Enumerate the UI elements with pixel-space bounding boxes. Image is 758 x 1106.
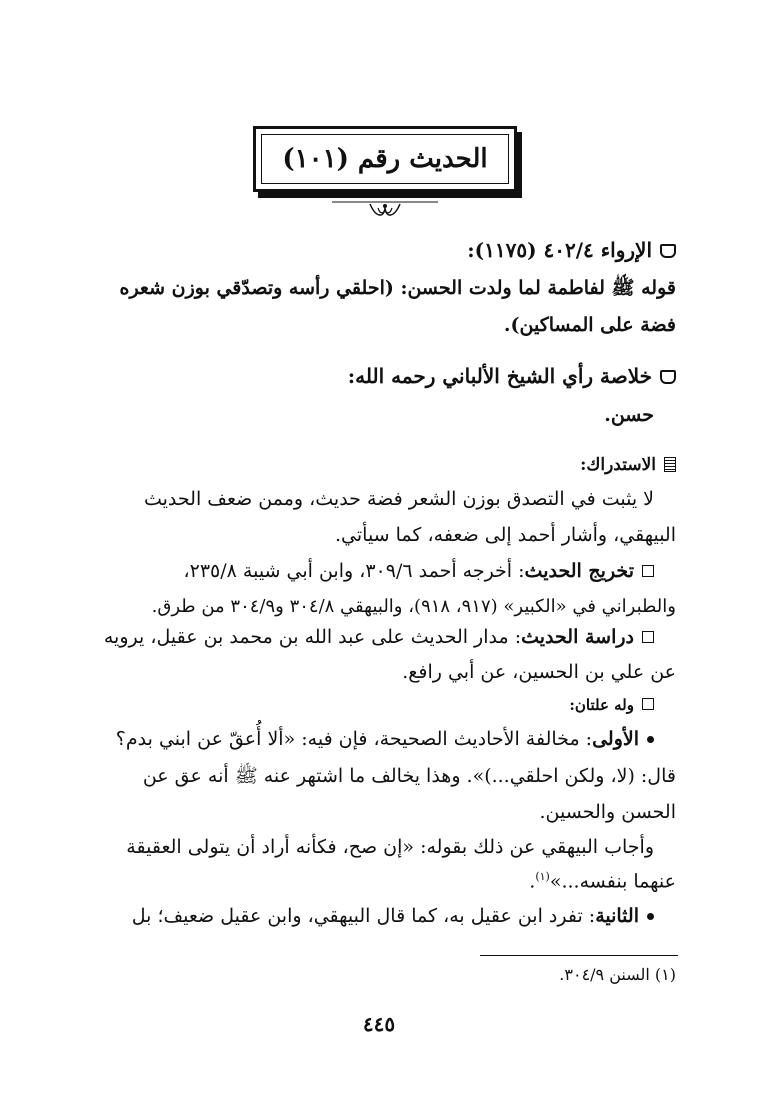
hadith-title: الحديث رقم (١٠١) [282,144,488,174]
irwaa-text-line-2: فضة على المساكين). [503,314,676,336]
irwaa-text-line-1: قوله ﷺ لفاطمة لما ولدت الحسن: (احلقي رأسه وتصدّقي بوزن شعره [119,277,676,299]
takhrij-line-2: والطبراني في «الكبير» (٩١٧، ٩١٨)، والبيهقي ٣٠٤/٨ و٣٠٤/٩ من طرق. [151,596,676,617]
answer-text: عنهما بنفسه...» [549,870,676,893]
document-icon [664,457,676,472]
istidrak-heading [76,455,676,475]
summary-heading [76,364,676,388]
footnote: (١) السنن ٣٠٤/٩. [559,965,676,984]
takhrij-label: تخريج الحديث [524,560,634,582]
book-icon [660,370,676,384]
first-reason-label: الأولى [592,728,639,750]
istidrak-label: الاستدراك: [580,455,656,475]
square-bullet-icon [642,698,654,710]
first-reason-text: : مخالفة الأحاديث الصحيحة، فإن فيه: «ألا أُعقّ عن ابني بدم؟ [115,728,593,750]
page-number: ٤٤٥ [362,1012,396,1036]
takhrij-line-1 [54,560,654,582]
square-bullet-icon [642,565,654,577]
answer-end: . [529,870,536,893]
irwaa-label: الإرواء ٤٠٢/٤ (١١٧٥): [467,238,652,262]
takhrij-text: : أخرجه أحمد ٣٠٩/٦، وابن أبي شيبة ٢٣٥/٨، [183,560,525,582]
illal-line [54,696,654,714]
second-reason-line-1 [76,905,654,927]
irwaa-heading [76,238,676,262]
dot-bullet-icon [647,736,654,743]
footnote-divider [480,955,678,956]
summary-label: خلاصة رأي الشيخ الألباني رحمه الله: [347,364,652,388]
title-frame [253,126,517,192]
istidrak-p1-line-2: البيهقي، وأشار أحمد إلى ضعفه، كما سيأتي. [335,524,676,546]
footnote-marker: (١) [535,870,550,883]
second-reason-text: : تفرد ابن عقيل به، كما قال البيهقي، وابن عقيل ضعيف؛ بل [131,905,596,927]
answer-line-1: وأجاب البيهقي عن ذلك بقوله: «إن صح، فكأنه أراد أن يتولى العقيقة [126,836,654,858]
dirasa-text: : مدار الحديث على عبد الله بن محمد بن عقيل، يرويه [103,626,522,648]
summary-verdict: حسن. [604,404,654,426]
first-reason-line-2: قال: (لا، ولكن احلقي...)». وهذا يخالف ما اشتهر عنه ﷺ أنه عق عن [142,765,676,787]
dirasa-label: دراسة الحديث [521,626,634,648]
istidrak-p1-line-1: لا يثبت في التصدق بوزن الشعر فضة حديث، وممن ضعف الحديث [143,488,654,510]
dirasa-line-1 [54,626,654,648]
dot-bullet-icon [647,913,654,920]
answer-line-2 [76,870,676,892]
second-reason-label: الثانية [595,905,639,927]
square-bullet-icon [642,631,654,643]
dirasa-line-2: عن علي بن الحسين، عن أبي رافع. [402,661,676,683]
first-reason-line-1 [76,728,654,750]
first-reason-line-3: الحسن والحسين. [539,801,676,823]
book-icon [660,244,676,258]
illal-label: وله علتان: [569,696,634,714]
ornament-icon [330,196,440,222]
